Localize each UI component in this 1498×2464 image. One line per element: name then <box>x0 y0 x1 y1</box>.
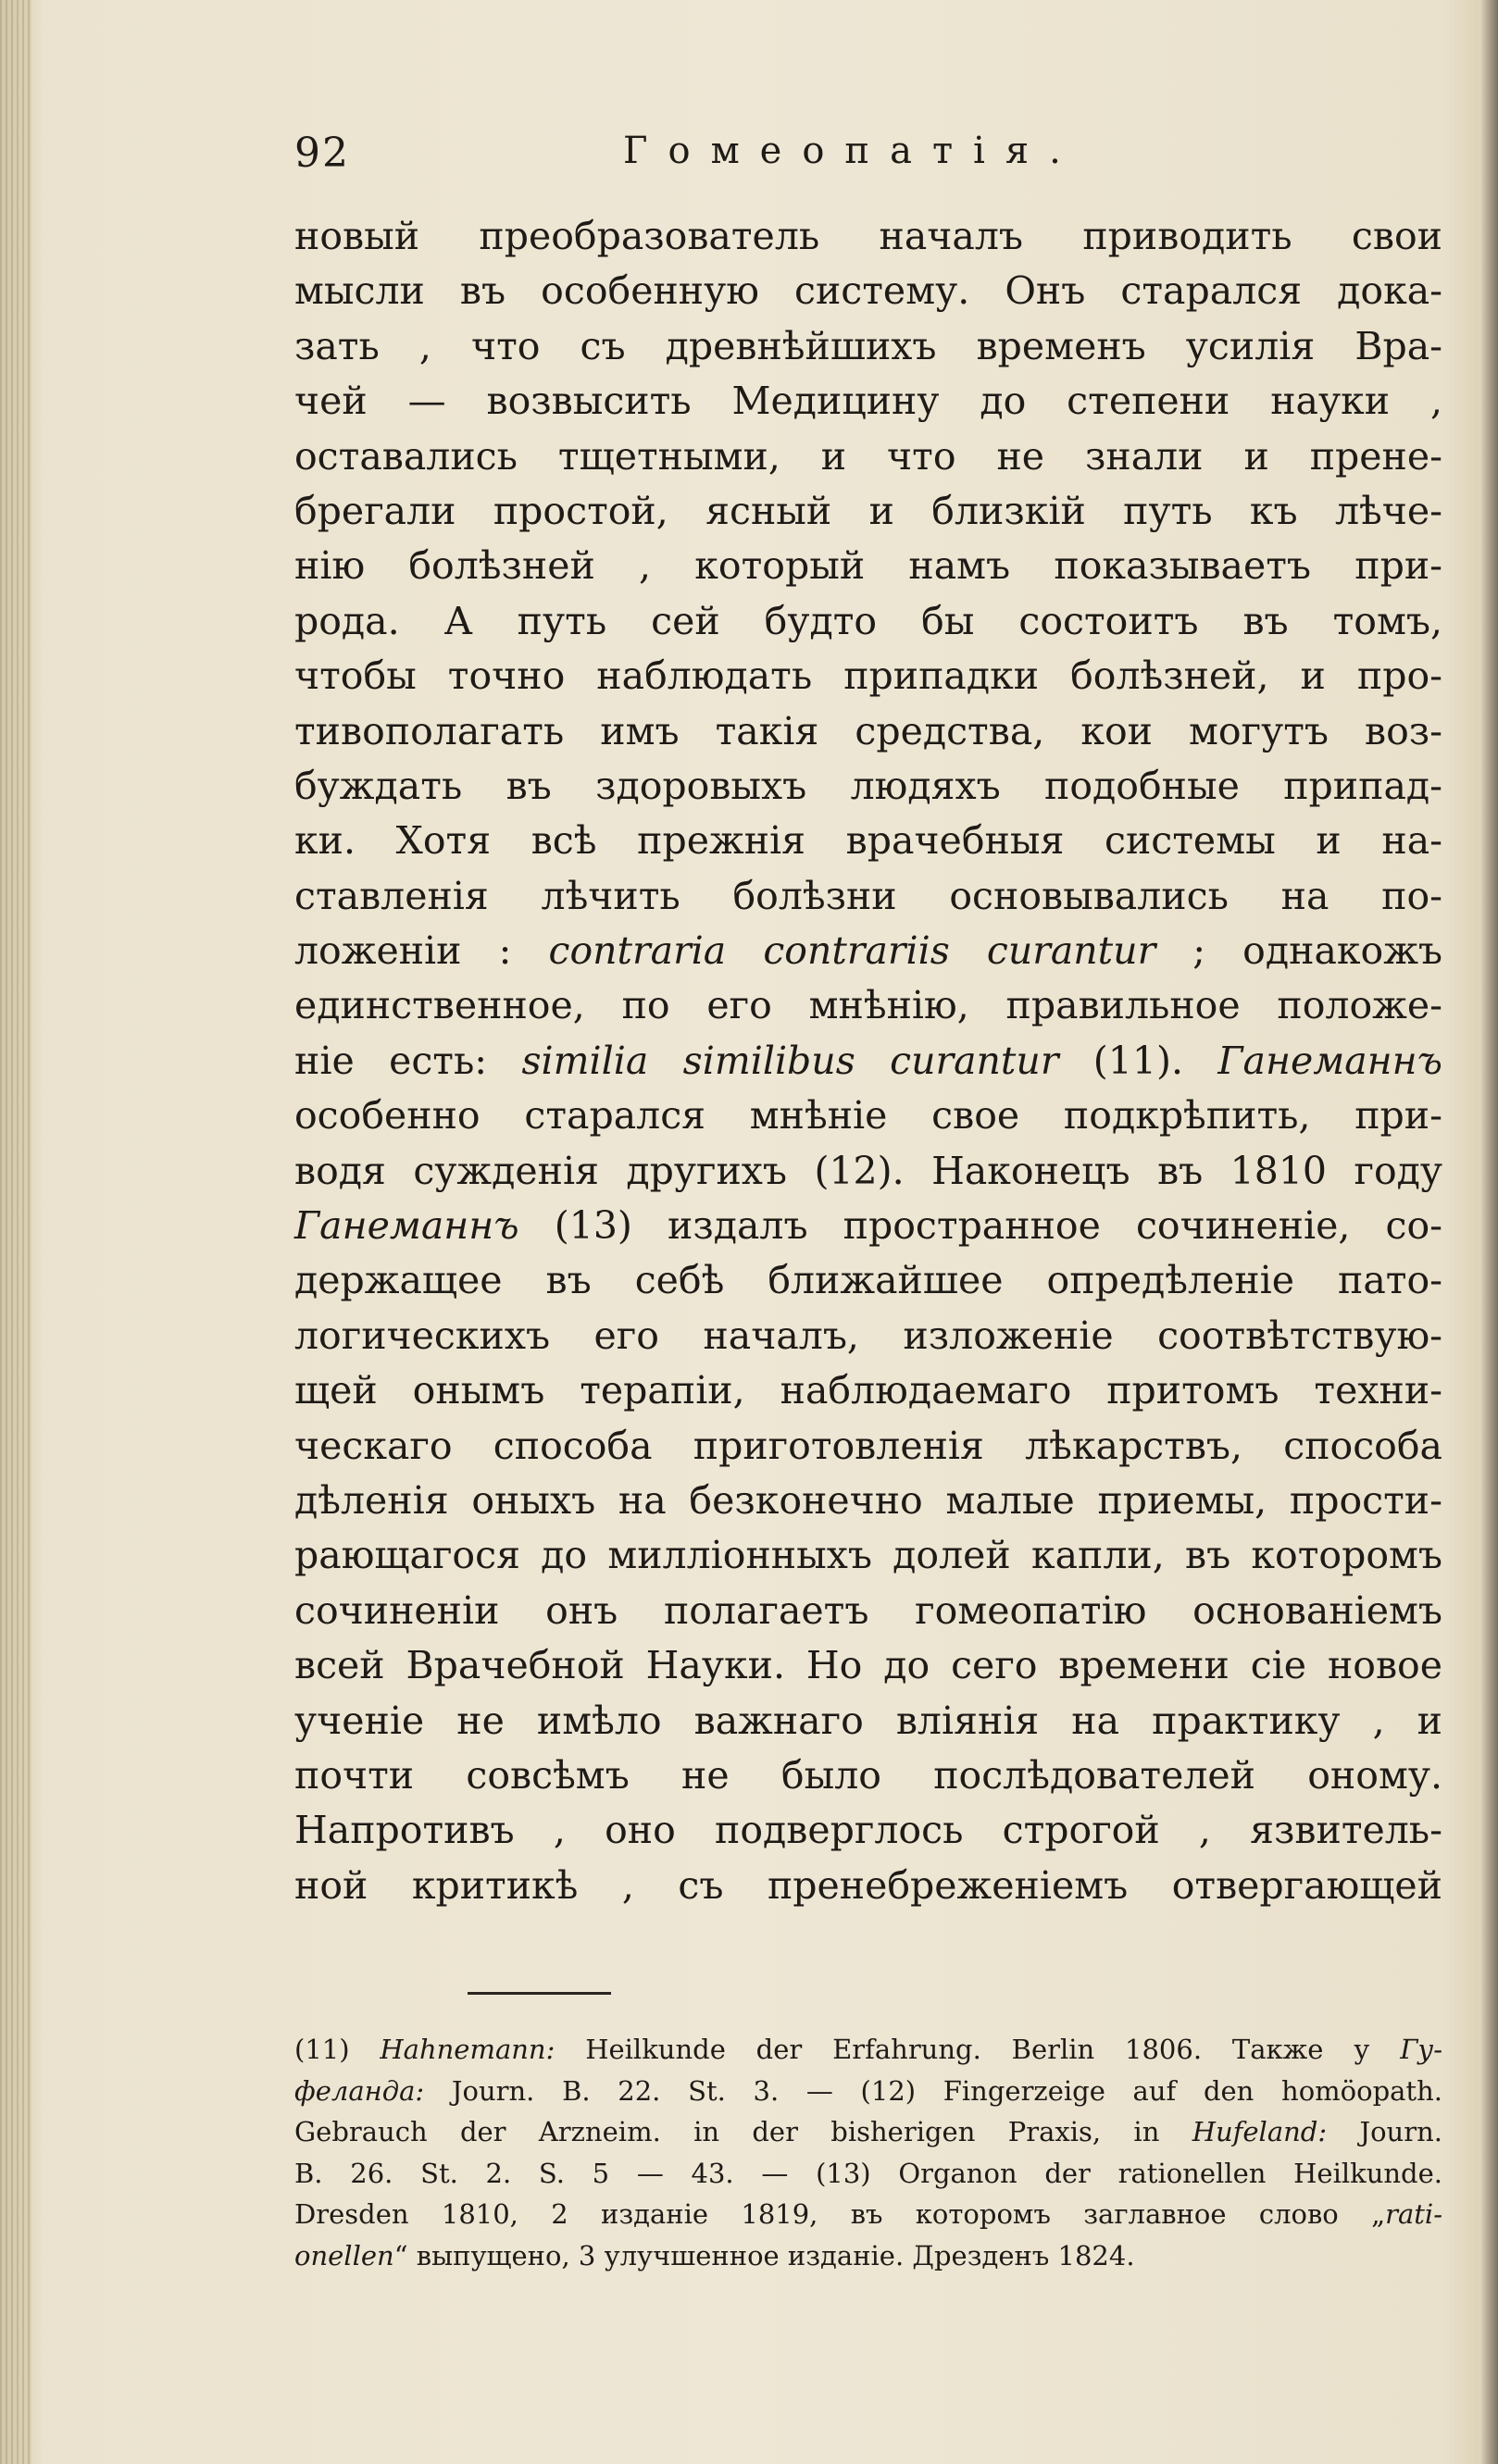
text-line: особенно старался мнѣніе свое подкрѣпить, при- <box>294 1093 1442 1139</box>
text-line: новый преобразователь началъ приводить свои <box>294 214 1442 258</box>
text-segment: ; однакожъ <box>1155 928 1442 974</box>
text-segment: Journ. B. 22. St. 3. — (12) Fingerzeige auf den homöopath. <box>424 2074 1442 2107</box>
latin-phrase: similia similibus curantur <box>521 1038 1059 1083</box>
author-name: Hufeland: <box>1192 2116 1328 2147</box>
footnotes <box>294 2029 1442 2276</box>
text-line: дѣленія оныхъ на безконечно малые приемы, прости- <box>294 1477 1442 1523</box>
text-line: ученіе не имѣло важнаго вліянія на практику , и <box>294 1698 1442 1743</box>
main-text <box>294 209 1442 1913</box>
text-line <box>294 1199 1442 1253</box>
footnote-line <box>294 2111 1442 2153</box>
footnote-line <box>294 2235 1442 2277</box>
author-name: Ганеманнъ <box>1217 1038 1442 1083</box>
text-line: почти совсѣмъ не было послѣдователей оному. <box>294 1752 1442 1798</box>
text-line: нію болѣзней , который намъ показываетъ при- <box>294 543 1442 589</box>
text-line: сочиненіи онъ полагаетъ гомеопатію основаніемъ <box>294 1587 1442 1633</box>
text-line: Напротивъ , оно подверглось строгой , язвитель- <box>294 1808 1442 1853</box>
footnote-separator <box>468 1992 611 1995</box>
page-number: 92 <box>294 130 350 177</box>
author-name: Гу- <box>1400 2034 1443 2065</box>
quoted-word: rati- <box>1385 2198 1442 2230</box>
text-line: рода. А путь сей будто бы состоитъ въ томъ, <box>294 598 1442 643</box>
author-name: Ганеманнъ <box>294 1203 519 1249</box>
page-header <box>294 130 1442 185</box>
text-line: водя сужденія другихъ (12). Наконецъ въ 1810 году <box>294 1148 1442 1193</box>
text-segment: ніе есть: <box>294 1038 522 1083</box>
text-segment: (11). <box>1058 1038 1218 1083</box>
text-segment: Dresden 1810, 2 изданіе 1819, въ которомъ заглавное слово „ <box>294 2198 1386 2230</box>
text-line <box>294 1034 1442 1089</box>
text-line: буждать въ здоровыхъ людяхъ подобные припад- <box>294 763 1442 808</box>
text-line: чтобы точно наблюдать припадки болѣзней, и про- <box>294 653 1442 699</box>
text-segment: Heilkunde der Erfahrung. Berlin 1806. Также у <box>555 2034 1401 2065</box>
footnote-line <box>294 2194 1442 2235</box>
text-segment: ложеніи : <box>294 928 549 974</box>
text-segment: (13) издалъ пространное сочиненіе, со- <box>518 1203 1442 1249</box>
latin-phrase: contraria contrariis curantur <box>548 928 1156 974</box>
text-line: всей Врачебной Науки. Но до сего времени сіе новое <box>294 1643 1442 1688</box>
text-line: держащее въ себѣ ближайшее опредѣленіе пато- <box>294 1258 1442 1303</box>
text-line: тивополагать имъ такія средства, кои могутъ воз- <box>294 708 1442 753</box>
text-line: оставались тщетными, и что не знали и прене- <box>294 433 1442 479</box>
page-edge-shadow <box>1479 0 1498 2464</box>
footnote-line: B. 26. St. 2. S. 5 — 43. — (13) Organon der rationellen Heilkunde. <box>294 2157 1442 2189</box>
quoted-word: onellen <box>294 2239 394 2271</box>
text-line: логическихъ его началъ, изложеніе соотвѣтствую- <box>294 1313 1442 1358</box>
text-segment: Journ. <box>1327 2116 1442 2147</box>
footnote-line <box>294 2071 1442 2112</box>
text-segment: “ выпущено, 3 улучшенное изданіе. Дрезденъ 1824. <box>393 2239 1135 2271</box>
text-line <box>294 924 1442 978</box>
running-title: Гомеопатія. <box>623 130 1081 172</box>
page-binding-shadow <box>0 0 31 2464</box>
text-line: единственное, по его мнѣнію, правильное положе- <box>294 983 1442 1028</box>
author-name: Hahnemann: <box>380 2034 556 2065</box>
text-line: ки. Хотя всѣ прежнія врачебныя системы и на- <box>294 818 1442 864</box>
text-line: ной критикѣ , съ пренебреженіемъ отвергающей <box>294 1862 1442 1908</box>
text-line: чей — возвысить Медицину до степени науки , <box>294 379 1442 424</box>
text-line: брегали простой, ясный и близкій путь къ лѣче- <box>294 488 1442 533</box>
text-line: рающагося до милліонныхъ долей капли, въ которомъ <box>294 1533 1442 1578</box>
text-line: ческаго способа приготовленія лѣкарствъ, способа <box>294 1423 1442 1468</box>
footnote-line <box>294 2029 1442 2071</box>
text-line: зать , что съ древнѣйшихъ временъ усилія Вра- <box>294 323 1442 368</box>
author-name: феланда: <box>294 2074 425 2107</box>
text-line: мысли въ особенную систему. Онъ старался дока- <box>294 268 1442 314</box>
text-line: щей онымъ терапіи, наблюдаемаго притомъ техни- <box>294 1368 1442 1413</box>
text-line: ставленія лѣчить болѣзни основывались на по- <box>294 873 1442 918</box>
text-segment: Gebrauch der Arzneim. in der bisherigen Praxis, in <box>294 2116 1192 2147</box>
text-segment: (11) <box>294 2034 381 2065</box>
